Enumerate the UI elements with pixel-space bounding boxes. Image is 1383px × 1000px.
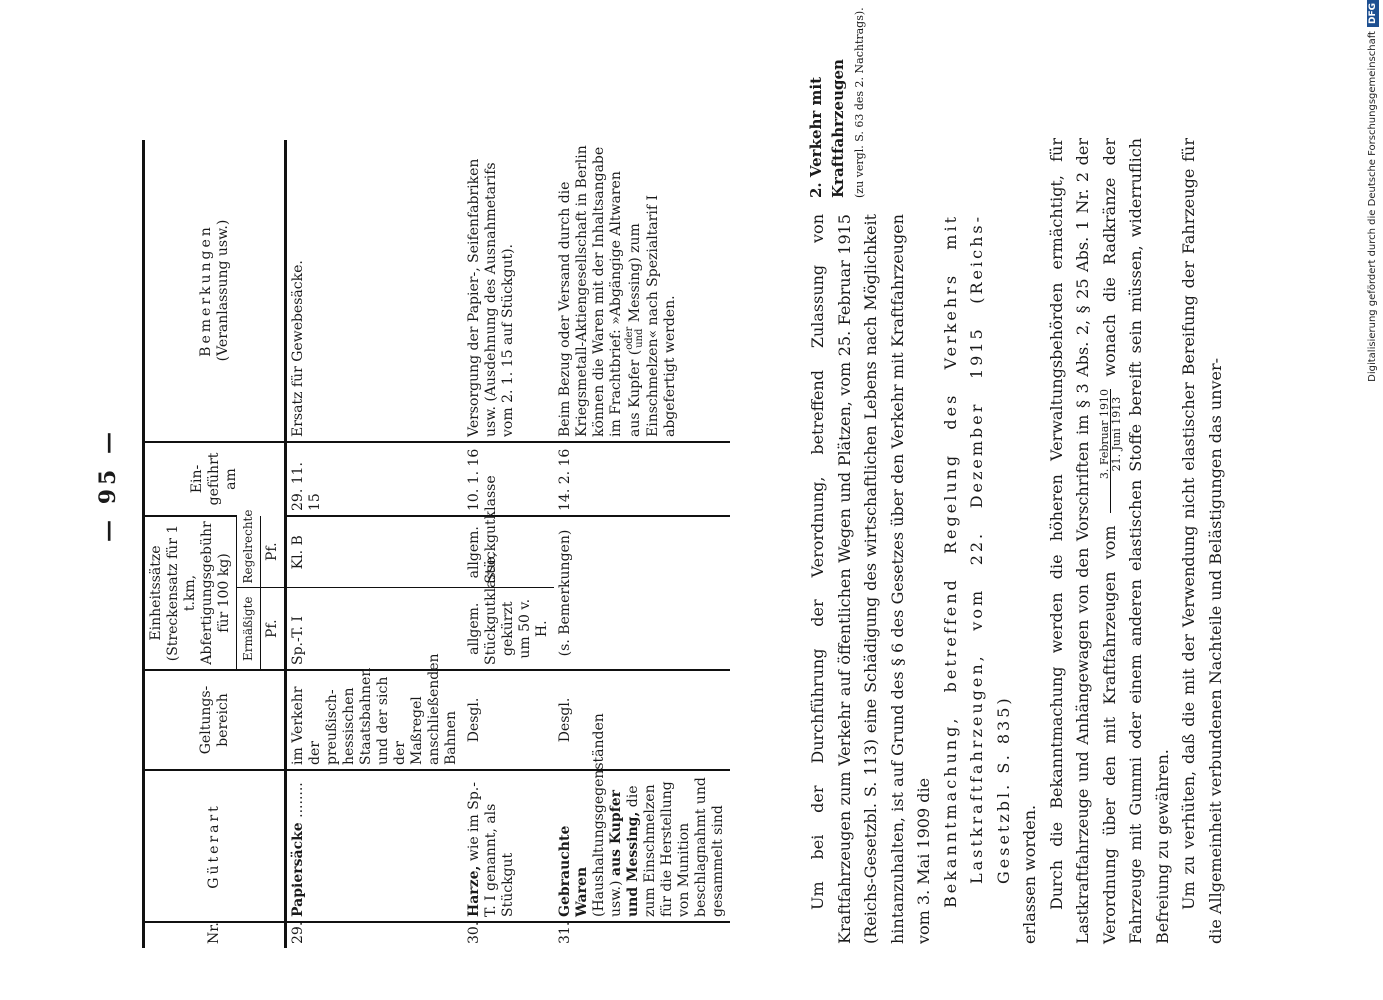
row-gueterart-bold: Gebrauchte Waren [557,825,590,917]
table-row [286,140,464,948]
row-gueterart [286,770,464,922]
date-top: 3. Februar 1910 [1099,389,1111,513]
row-bemerkungen-fraction [625,327,645,350]
row-nr: 29. [286,922,464,948]
fraction-bottom: und [634,328,645,348]
row-bemerkungen [554,140,730,442]
header-bemerkungen [144,140,286,442]
row-eingefuehrt: 14. 2. 16 [554,442,730,516]
header-regelrechte: Regelrechte [237,516,261,588]
header-nr: Nr. [144,922,286,948]
row-bemerkungen: Versorgung der Papier-, Seifenfabriken usw. (Ausdehnung des Ausnahmetarifs vom 2. 1. 15 auf Stückgut). [466,158,516,437]
row-bemerkungen-b: Messing) zum Einschmelzen« nach Spezialtarif I abgefertigt werden. [627,195,678,437]
header-einheitssaetze: Einheitssätze (Streckensatz für 1 t.km, Abfertigungsgebühr für 100 kg) [144,516,237,670]
header-bemerkungen-sub: (Veranlassung usw.) [214,219,231,362]
row-bemerkungen-a: Beim Bezug oder Versand durch die Kriegsmetall-Aktiengesellschaft in Berlin können die Waren mit der Inhaltsangabe im Frachtbrief: »Abgängige Altwaren aus Kupfer ( [557,145,643,437]
margin-note-ref: (zu vergl. S. 63 des 2. Nachtrags). [853,7,866,198]
header-pf-2: Pf. [261,516,286,588]
decree-title: Bekanntmachung, betreffend Regelung des Verkehrs mit Lastkraftfahrzeugen, vom 22. Dezember 1915 (Reichs-Gesetzbl. S. 835) [940,214,1013,908]
credit-text: Digitalisierung gefördert durch die Deutsche Forschungsgemeinschaft [1367,31,1378,382]
date-bottom: 21. Juni 1913 [1109,396,1123,472]
paragraph-3: Um zu verhüten, daß die mit der Verwendung nicht elastischer Bereifung der Fahrzeuge für die Allgemeinheit verbundenen Nachteile und Belästigungen das unver- [1179,138,1225,944]
header-bemerkungen-title: Bemerkungen [197,224,214,357]
erlassen-line: erlassen worden. [1020,804,1039,944]
fraction-top: oder [624,326,635,350]
row-regelrecht: allgem. Stückgutklasse [463,516,554,588]
header-ermaessigte: Ermäßigte [237,588,261,670]
row-geltungsbereich: Desgl. [554,670,730,770]
page-number: — 95 — [95,428,121,542]
header-gueterart: Güterart [144,770,286,922]
row-gueterart-mid: (Haushaltungsgegenständen usw.) [591,713,624,917]
row-ermaessigt: (s. Bemerkungen) [554,516,730,670]
body-text [805,138,1229,944]
row-bemerkungen: Ersatz für Gewebesäcke. [290,260,306,437]
row-eingefuehrt: 10. 1. 16 [463,442,554,516]
row-geltungsbereich: Desgl. [463,670,554,770]
row-gueterart-rest: ........ [290,782,306,823]
row-ermaessigt: Sp.-T. I [286,588,464,670]
date-fraction [1099,389,1122,513]
digitization-credit [1367,0,1379,1000]
row-nr: 30. [463,922,554,948]
row-gueterart-bold-2: aus Kupfer und Messing, [608,789,641,917]
row-geltungsbereich: im Verkehr der preußisch-hessischen Staatsbahnen und der sich der Maßregel anschließenden Bahnen [286,670,464,770]
row-nr: 31. [554,922,730,948]
header-pf-1: Pf. [261,588,286,670]
paragraph-2 [1044,138,1177,944]
row-gueterart-bold: Harze, [466,865,482,917]
row-gueterart [463,770,554,922]
dfg-logo: DFG [1367,0,1379,27]
paragraph-1: Um bei der Durchführung der Verordnung, betreffend Zulassung von Kraftfahrzeugen zum Verkehr auf öffentlichen Wegen und Plätzen, vom 25. Februar 1915 (Reichs-Gesetzbl. S. 113) eine Schädigung des wirtschaftlichen Lebens nach Möglichkeit hintanzuhalten, ist auf Grund des § 6 des Gesetzes über den Verkehr mit Kraftfahrzeugen vom 3. Mai 1909 die [808,214,933,944]
paragraph-2-b: wonach die Radkränze der Fahrzeuge mit Gummi oder einem anderen elastischen Stoffe bereift sein müssen, widerruflich Befreiung zu gewähren. [1099,137,1172,944]
margin-note-title: 2. Verkehr mit Kraftfahrzeugen [807,59,847,198]
table-row [554,140,730,948]
header-geltungsbereich: Geltungs-bereich [144,670,286,770]
row-gueterart-rest: wie im Sp.-T. I genannt, als Stückgut [466,782,516,917]
tariff-table [142,140,730,948]
header-eingefuehrt: Ein-geführt am [144,442,286,516]
row-eingefuehrt: 29. 11. 15 [286,442,464,516]
row-regelrecht: Kl. B [286,516,464,588]
row-gueterart-bold: Papiersäcke [290,822,306,917]
row-gueterart-rest: die zum Einschmelzen für die Herstellung von Munition beschlagnahmt und gesammelt sind [625,777,726,917]
margin-note [805,0,867,198]
table-row [463,140,554,948]
paragraph-2-a: Durch die Bekanntmachung werden die höheren Verwaltungsbehörden ermächtigt, für Lastkraftfahrzeuge und Anhängewagen von den Vorschriften im § 3 Abs. 2, § 25 Abs. 1 Nr. 2 der Verordnung über den mit Kraftfahrzeugen vom [1046,138,1119,944]
row-ermaessigt: allgem. Stückgutklasse, gekürzt um 50 v. H. [463,588,554,670]
